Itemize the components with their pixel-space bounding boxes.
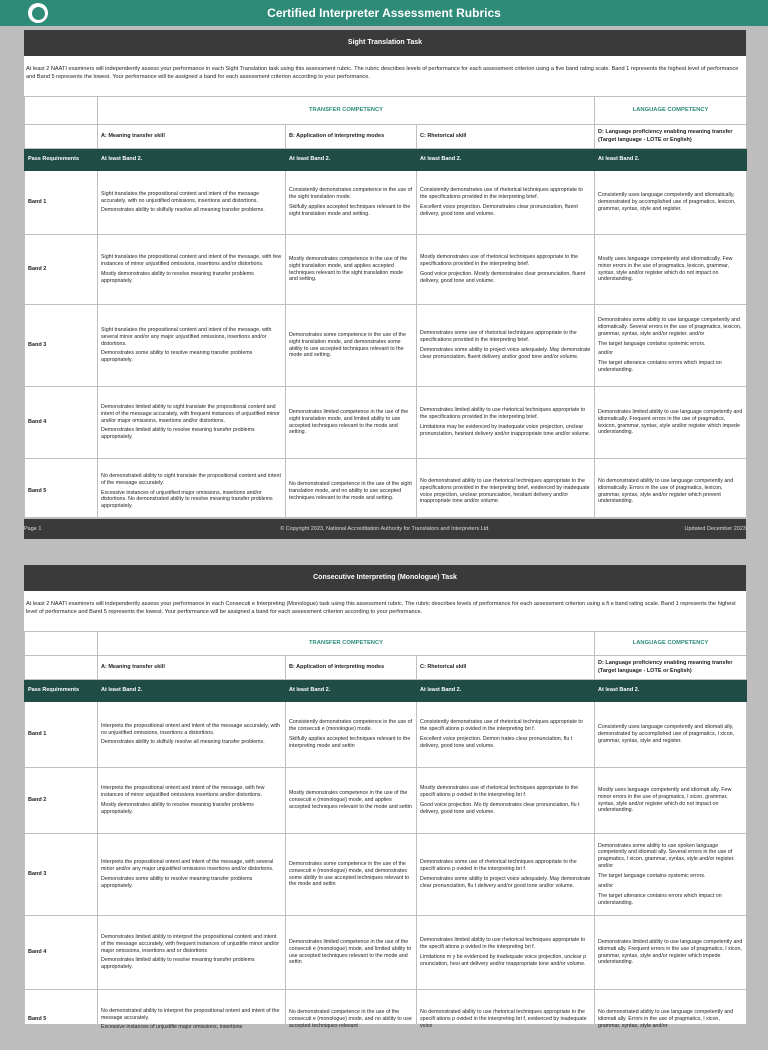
band-descriptor [98, 702, 286, 768]
consecutive-rubric-table [24, 631, 747, 1050]
page-footer [24, 519, 746, 539]
descriptor-text: Skilfully applies accepted techniques relevant to the sight translation mode and setting. [289, 204, 411, 217]
pass-requirement: At least Band 2. [286, 680, 417, 702]
pass-requirement: At least Band 2. [417, 680, 595, 702]
transfer-competency-heading: TRANSFER COMPETENCY [98, 632, 595, 656]
descriptor-text: Mostly demonstrates use of rhetorical techniques appropriate to the specifi ations p ovided in the interpreting bri f. [420, 785, 579, 799]
descriptor-text: Demonstrates some use of rhetorical techniques appropriate to the specifications provided in the interpreting brief. [420, 330, 577, 344]
band-descriptor [595, 702, 747, 768]
band-descriptor [595, 171, 747, 235]
consecutive-interpreting-page [24, 565, 746, 1031]
descriptor-text: Good voice projection. Mo tly demonstrates clear pronunciation, flu t delivery, good tone and volume. [420, 802, 580, 815]
criterion-c: C: Rhetorical skill [417, 656, 595, 680]
band-descriptor [286, 834, 417, 916]
sight-rubric-table [24, 96, 747, 525]
descriptor-text: Mostly uses language competently and idiomati ally. Few minor errors in the use of pragmatics, l xicon, grammar, syntax, style and/or register which do not impact on understanding. [598, 786, 732, 814]
descriptor-text: Mostly uses language competently and idiomatically. Few minor errors in the use of pragmatics, lexicon, grammar, syntax, style and/or register which do not impact on understanding. [598, 255, 733, 283]
band-descriptor [286, 768, 417, 834]
band-descriptor [286, 459, 417, 525]
pass-requirement: At least Band 2. [98, 680, 286, 702]
band-descriptor [286, 387, 417, 459]
descriptor-text: Demonstrates ability to skilfully resolve all meaning transfer problems. [101, 207, 265, 214]
band-descriptor [98, 916, 286, 990]
band-descriptor [417, 387, 595, 459]
descriptor-text: No demonstrated competence in the use of the consecuti e (monologue) mode, and no ability to use accepted techniques relevant [289, 1009, 412, 1029]
descriptor-text: Demonstrates limited ability to resolve meaning transfer problems appropriately. [101, 427, 255, 441]
descriptor-text: Demonstrates some use of rhetorical techniques appropriate to the specifi ations p ovided in the interpreting bri f. [420, 859, 577, 873]
criterion-c: C: Rhetorical skill [417, 125, 595, 149]
descriptor-text: The target utterance contains errors which impact on understanding. [598, 892, 722, 906]
criterion-b: B: Application of interpreting modes [286, 656, 417, 680]
criterion-a: A: Meaning transfer skill [98, 656, 286, 680]
band-descriptor [98, 768, 286, 834]
descriptor-text: Excessive instances of unjustified major omissions, insertions and/or distortions. No demonstrated ability to resolve meaning transfer problems appropriately. [101, 489, 273, 510]
descriptor-text: Demonstrates limited competence in the use of the consecuti e (monologue) mode, and limited ability to use accepted techniques relevant to the mode and settin [289, 938, 412, 966]
descriptor-text: and/or [598, 350, 614, 357]
band-descriptor [595, 387, 747, 459]
band-descriptor [417, 834, 595, 916]
descriptor-text: Excellent voice projection. Demon trates clear pronunciation, flu t delivery, good tone and volume. [420, 736, 573, 749]
descriptor-text: Mostly demonstrates competence in the use of the sight translation mode, and applies accepted techniques relevant to the sight translation mode and setting. [289, 255, 408, 283]
descriptor-text: Demonstrates limited ability to sight translate the propositional content and intent of the message accurately, with frequent instances of unjustified minor and/or major omissions, insertions and/or distortions. [101, 403, 280, 424]
descriptor-text: Excellent voice projection. Demonstrates clear pronunciation, fluent delivery, good tone and volume. [420, 204, 578, 217]
descriptor-text: Skilfully applies accepted techniques relevant to the interpreting mode and settin [289, 736, 411, 749]
band-descriptor [417, 459, 595, 525]
page-number: Page 1 [24, 526, 42, 532]
criterion-a: A: Meaning transfer skill [98, 125, 286, 149]
band-descriptor [417, 990, 595, 1050]
descriptor-text: Demonstrates limited ability to use rhetorical techniques appropriate to the specifications provided in the interpreting brief. [420, 407, 586, 421]
descriptor-text: Demonstrates some competence in the use of the sight translation mode, and demonstrates some ability to use accepted techniques relevant to the mode and setting. [289, 331, 406, 359]
band-descriptor [98, 459, 286, 525]
empty-cell [25, 656, 98, 680]
descriptor-text: No demonstrated ability to use language competently and idiomati ally. Errors in the use of pragmatics, l xicon, grammar, syntax, style and/or [598, 1009, 734, 1029]
descriptor-text: No demonstrated ability to use rhetorical techniques appropriate to the specifi ations p ovided in the interpreting bri f, evidenced by inadequate voice [420, 1009, 587, 1029]
descriptor-text: No demonstrated ability to sight translate the propositional content and intent of the message accurately. [101, 472, 281, 486]
band-descriptor [286, 990, 417, 1050]
descriptor-text: Demonstrates limited ability to use language competently and idiomati ally. Frequent errors in the use of pragmatics, l xicon, grammar, syntax, style and/or register which impede understanding. [598, 938, 743, 966]
descriptor-text: Demonstrates some ability to resolve meaning transfer problems appropriately. [101, 876, 253, 889]
descriptor-text: Interprets the propositional ontent and intent of the message, with several minor and/or any major unjustified omissions insertions and/or distortions. [101, 859, 274, 873]
consecutive-task-title: Consecutive Interpreting (Monologue) Task [24, 565, 746, 591]
band-descriptor [595, 459, 747, 525]
transfer-competency-heading: TRANSFER COMPETENCY [98, 97, 595, 125]
descriptor-text: Consistently demonstrates use of rhetorical techniques appropriate to the specifications provided in the interpreting brief. [420, 187, 583, 201]
document-title: Certified Interpreter Assessment Rubrics [267, 6, 501, 20]
descriptor-text: Demonstrates some ability to project voice adequately. May demonstrate clear pronunciation, fluent delivery and/or good tone and/or volume. [420, 347, 591, 360]
descriptor-text: Demonstrates limited ability to use rhetorical techniques appropriate to the specifi ations p ovided in the interpreting bri f. [420, 937, 586, 951]
band-descriptor [595, 834, 747, 916]
descriptor-text: No demonstrated ability to interpret the propositional ontent and intent of the message accurately. [101, 1007, 280, 1021]
descriptor-text: Interprets the propositional ontent and intent of the message accurately, with no unjustified omissions, insertions a distortions. [101, 722, 280, 736]
descriptor-text: Demonstrates some ability to use spoken language competently and idiomati ally. Several errors in the use of pragmatics, l xicon, grammar, syntax, style and/or register. and/or [598, 842, 735, 870]
band-descriptor [595, 235, 747, 305]
descriptor-text: Demonstrates limited ability to interpret the propositional content and intent of the message accurately, with frequent instances of unjustifie minor and/or major omissions, insertions and or distortions [101, 933, 280, 954]
band-descriptor [286, 305, 417, 387]
band-label: Band 5 [25, 990, 98, 1050]
descriptor-text: No demonstrated competence in the use of the sight translation mode, and no ability to use accepted techniques relevant to the mode and setting. [289, 481, 412, 501]
band-label: Band 5 [25, 459, 98, 525]
descriptor-text: Consistently demonstrates use of rhetorical techniques appropriate to the specifi ations p ovided in the interpreting bri f. [420, 719, 583, 733]
document-header-bar [0, 0, 768, 26]
empty-cell [25, 97, 98, 125]
sight-task-title: Sight Translation Task [24, 30, 746, 56]
descriptor-text: Demonstrates some ability to use language competently and idiomatically. Several errors in the use of pragmatics, lexicon, grammar, syntax, style and/or register. and/or [598, 316, 742, 337]
descriptor-text: Demonstrates limited competence in the use of the sight translation mode, and limited ability to use accepted techniques relevant to the mode and setting. [289, 408, 409, 436]
band-descriptor [286, 916, 417, 990]
band-descriptor [98, 171, 286, 235]
band-label: Band 1 [25, 171, 98, 235]
sight-translation-page [24, 30, 746, 517]
band-label: Band 3 [25, 834, 98, 916]
descriptor-text: Sight translates the propositional content and intent of the message, with few instances of minor unjustified omissions, insertions and/or distortions. [101, 254, 282, 268]
criterion-d: D: Language proficiency enabling meaning transfer (Target language - LOTE or English) [595, 125, 747, 149]
descriptor-text: The target language contains systemic errors. [598, 340, 706, 347]
band-descriptor [417, 702, 595, 768]
band-descriptor [98, 387, 286, 459]
band-label: Band 2 [25, 768, 98, 834]
band-descriptor [286, 171, 417, 235]
band-descriptor [98, 990, 286, 1050]
descriptor-text: No demonstrated ability to use rhetorical techniques appropriate to the specifications provided in the interpreting brief, evidenced by inadequate voice projection, unclear pronunciation, hesitant delivery and/or inappropriate tone and/or volume. [420, 477, 590, 505]
descriptor-text: The target utterance contains errors which impact on understanding. [598, 360, 722, 374]
band-descriptor [417, 305, 595, 387]
empty-cell [25, 125, 98, 149]
band-descriptor [286, 235, 417, 305]
criterion-d: D: Language proficiency enabling meaning transfer (Target language - LOTE or English) [595, 656, 747, 680]
descriptor-text: Consistently uses language competently and idiomatically, demonstrated by accomplished use of pragmatics, lexicon, grammar, syntax, style and register. [598, 192, 736, 212]
band-descriptor [417, 171, 595, 235]
updated-date: Updated December 2023 [684, 526, 746, 532]
band-descriptor [98, 305, 286, 387]
descriptor-text: Demonstrates some ability to project voice adequately. May demonstrate clear pronunciation, flu t delivery and/or good tone and/or volume. [420, 876, 591, 889]
descriptor-text: and/or [598, 882, 614, 889]
pass-requirement: At least Band 2. [417, 149, 595, 171]
descriptor-text: No demonstrated ability to use language competently and idiomatically. Errors in the use of pragmatics, lexicon, grammar, syntax, style and/or register which prevent understanding. [598, 477, 734, 505]
descriptor-text: Demonstrates limited ability to use language competently and idiomatically. Frequent errors in the use of pragmatics, lexicon, grammar, syntax, style and/or register which impede understanding. [598, 408, 743, 436]
descriptor-text: Consistently demonstrates competence in the use of the consecuti e (monologue) mode. [289, 719, 413, 733]
descriptor-text: Mostly demonstrates competence in the use of the consecuti e (monologue) mode, and applies accepted techniques relevant to the mode and settin [289, 790, 412, 810]
band-descriptor [417, 916, 595, 990]
pass-requirements-label: Pass Requirements [25, 149, 98, 171]
band-label: Band 2 [25, 235, 98, 305]
descriptor-text: Sight translates the propositional content and intent of the message, with several minor and/or any major unjustified omissions, insertions and/or distortions. [101, 326, 272, 347]
criterion-b: B: Application of interpreting modes [286, 125, 417, 149]
descriptor-text: Good voice projection. Mostly demonstrates clear pronunciation, fluent delivery, good tone and volume. [420, 271, 586, 284]
language-competency-heading: LANGUAGE COMPETENCY [595, 97, 747, 125]
band-descriptor [595, 916, 747, 990]
descriptor-text: Consistently uses language competently and idiomati ally, demonstrated by accomplished use of pragmatics, l xicon, grammar, syntax, style and register. [598, 724, 735, 744]
descriptor-text: Mostly demonstrates ability to resolve meaning transfer problems appropriately. [101, 271, 254, 284]
band-descriptor [98, 235, 286, 305]
band-descriptor [417, 768, 595, 834]
descriptor-text: Demonstrates ability to skilfully resolve all meaning transfer problems. [101, 739, 265, 746]
descriptor-text: Limitations may be evidenced by inadequate voice projection, unclear pronunciation, hesitant delivery and/or inappropriate tone and/or volume. [420, 424, 591, 437]
descriptor-text: Excessive instances of unjustifie major omissions, insertions [101, 1024, 243, 1031]
descriptor-text: The target language contains systemic errors. [598, 873, 706, 879]
band-label: Band 4 [25, 916, 98, 990]
copyright-notice: © Copyright 2023, National Accreditation Authority for Translators and Interpreters Ltd. [280, 526, 490, 532]
pass-requirement: At least Band 2. [595, 149, 747, 171]
descriptor-text: Demonstrates some ability to resolve meaning transfer problems appropriately. [101, 350, 253, 364]
descriptor-text: Limitations m y be evidenced by inadequate voice projection, unclear p onunciation, hesi ant delivery and/or inappropriate tone and/or volume. [420, 954, 587, 967]
band-descriptor [286, 702, 417, 768]
language-competency-heading: LANGUAGE COMPETENCY [595, 632, 747, 656]
descriptor-text: Mostly demonstrates ability to resolve meaning transfer problems appropriately. [101, 802, 254, 815]
band-descriptor [417, 235, 595, 305]
sight-intro: At least 2 NAATI examiners will independently assess your performance in each Sight Translation task using this assessment rubric. The rubric describes levels of performance for each assessment criterion using a five band rating scale. Band 1 represents the highest level of performance and Band 5 represents the lowest. Your performance will be assigned a band for each assessment criterion according to your performance. [26, 66, 739, 80]
band-descriptor [595, 768, 747, 834]
descriptor-text: Demonstrates some competence in the use of the consecuti e (monologue) mode, and demonstrates some ability to use accepted techniques relevant to the mode and settin [289, 860, 410, 888]
band-label: Band 3 [25, 305, 98, 387]
descriptor-text: Consistently demonstrates competence in the use of the sight translation mode. [289, 187, 413, 201]
band-descriptor [595, 990, 747, 1050]
descriptor-text: Interprets the propositional ontent and intent of the message, with few instances of minor unjustified omissions insertions and/or distortions. [101, 785, 265, 799]
pass-requirement: At least Band 2. [286, 149, 417, 171]
pass-requirement: At least Band 2. [98, 149, 286, 171]
pass-requirements-label: Pass Requirements [25, 680, 98, 702]
descriptor-text: Mostly demonstrates use of rhetorical techniques appropriate to the specifications provided in the interpreting brief. [420, 254, 579, 268]
consecutive-intro: At least 2 NAATI examiners will independently assess your performance in each Consecuti e Interpreting (Monologue) task using this assessment rubric. The rubric describes levels of performance for each assessment criterion using a fi e band rating scale. Band 1 represents the highest level of performance and Band 5 represents the lowest. Your performance will be assigned a band for each assessment criterion according to your performance. [26, 601, 736, 615]
descriptor-text: Demonstrates limited ability to resolve meaning transfer problems appropriately. [101, 957, 255, 971]
band-descriptor [595, 305, 747, 387]
descriptor-text: Sight translates the propositional content and intent of the message accurately, with no unjustified omissions, insertions and distortions. [101, 190, 260, 204]
band-descriptor [98, 834, 286, 916]
band-label: Band 4 [25, 387, 98, 459]
band-label: Band 1 [25, 702, 98, 768]
pass-requirement: At least Band 2. [595, 680, 747, 702]
empty-cell [25, 632, 98, 656]
